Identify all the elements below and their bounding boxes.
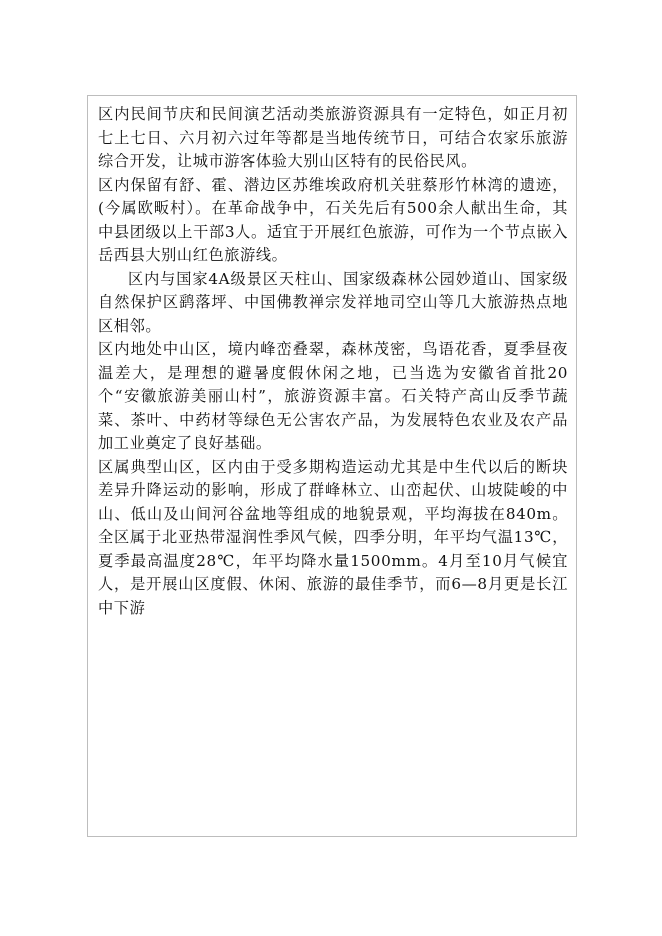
- paragraph-red-tourism: 区内保留有舒、霍、潜边区苏维埃政府机关驻蔡形竹林湾的遗迹，(今属欧畈村）。在革命战争中，石关先后有500余人献出生命，其中县团级以上干部3人。适宜于开展红色旅游，可作为一个节点嵌入岳西县大别山红色旅游线。: [98, 175, 568, 264]
- paragraph-geography-climate: 区属典型山区，区内由于受多期构造运动尤其是中生代以后的断块差异升降运动的影响，形成了群峰林立、山峦起伏、山坡陡峻的中山、低山及山间河谷盆地等组成的地貌景观，平均海拔在840m。全区属于北亚热带湿润性季风气候，四季分明，年平均气温13℃，夏季最高温度28℃，年平均降水量1500mm。4月至10月气候宜人，是开展山区度假、休闲、旅游的最佳季节，而6—8月更是长江中下游: [98, 457, 568, 617]
- document-table-cell: [87, 95, 577, 837]
- paragraph-neighboring-scenic-areas: 区内与国家4A级景区天柱山、国家级森林公园妙道山、国家级自然保护区鹞落坪、中国佛教禅宗发祥地司空山等几大旅游热点地区相邻。: [98, 269, 568, 335]
- paragraph-natural-environment: 区内地处中山区，境内峰峦叠翠，森林茂密，鸟语花香，夏季昼夜温差大，是理想的避暑度假休闲之地，已当选为安徽省首批20个“安徽旅游美丽山村”，旅游资源丰富。石关特产高山反季节蔬菜、茶叶、中药材等绿色无公害农产品，为发展特色农业及农产品加工业奠定了良好基础。: [98, 340, 568, 452]
- document-body: [98, 103, 568, 620]
- paragraph-folk-festivals: 区内民间节庆和民间演艺活动类旅游资源具有一定特色，如正月初七上七日、六月初六过年等都是当地传统节日，可结合农家乐旅游综合开发，让城市游客体验大别山区特有的民俗民风。: [98, 105, 568, 170]
